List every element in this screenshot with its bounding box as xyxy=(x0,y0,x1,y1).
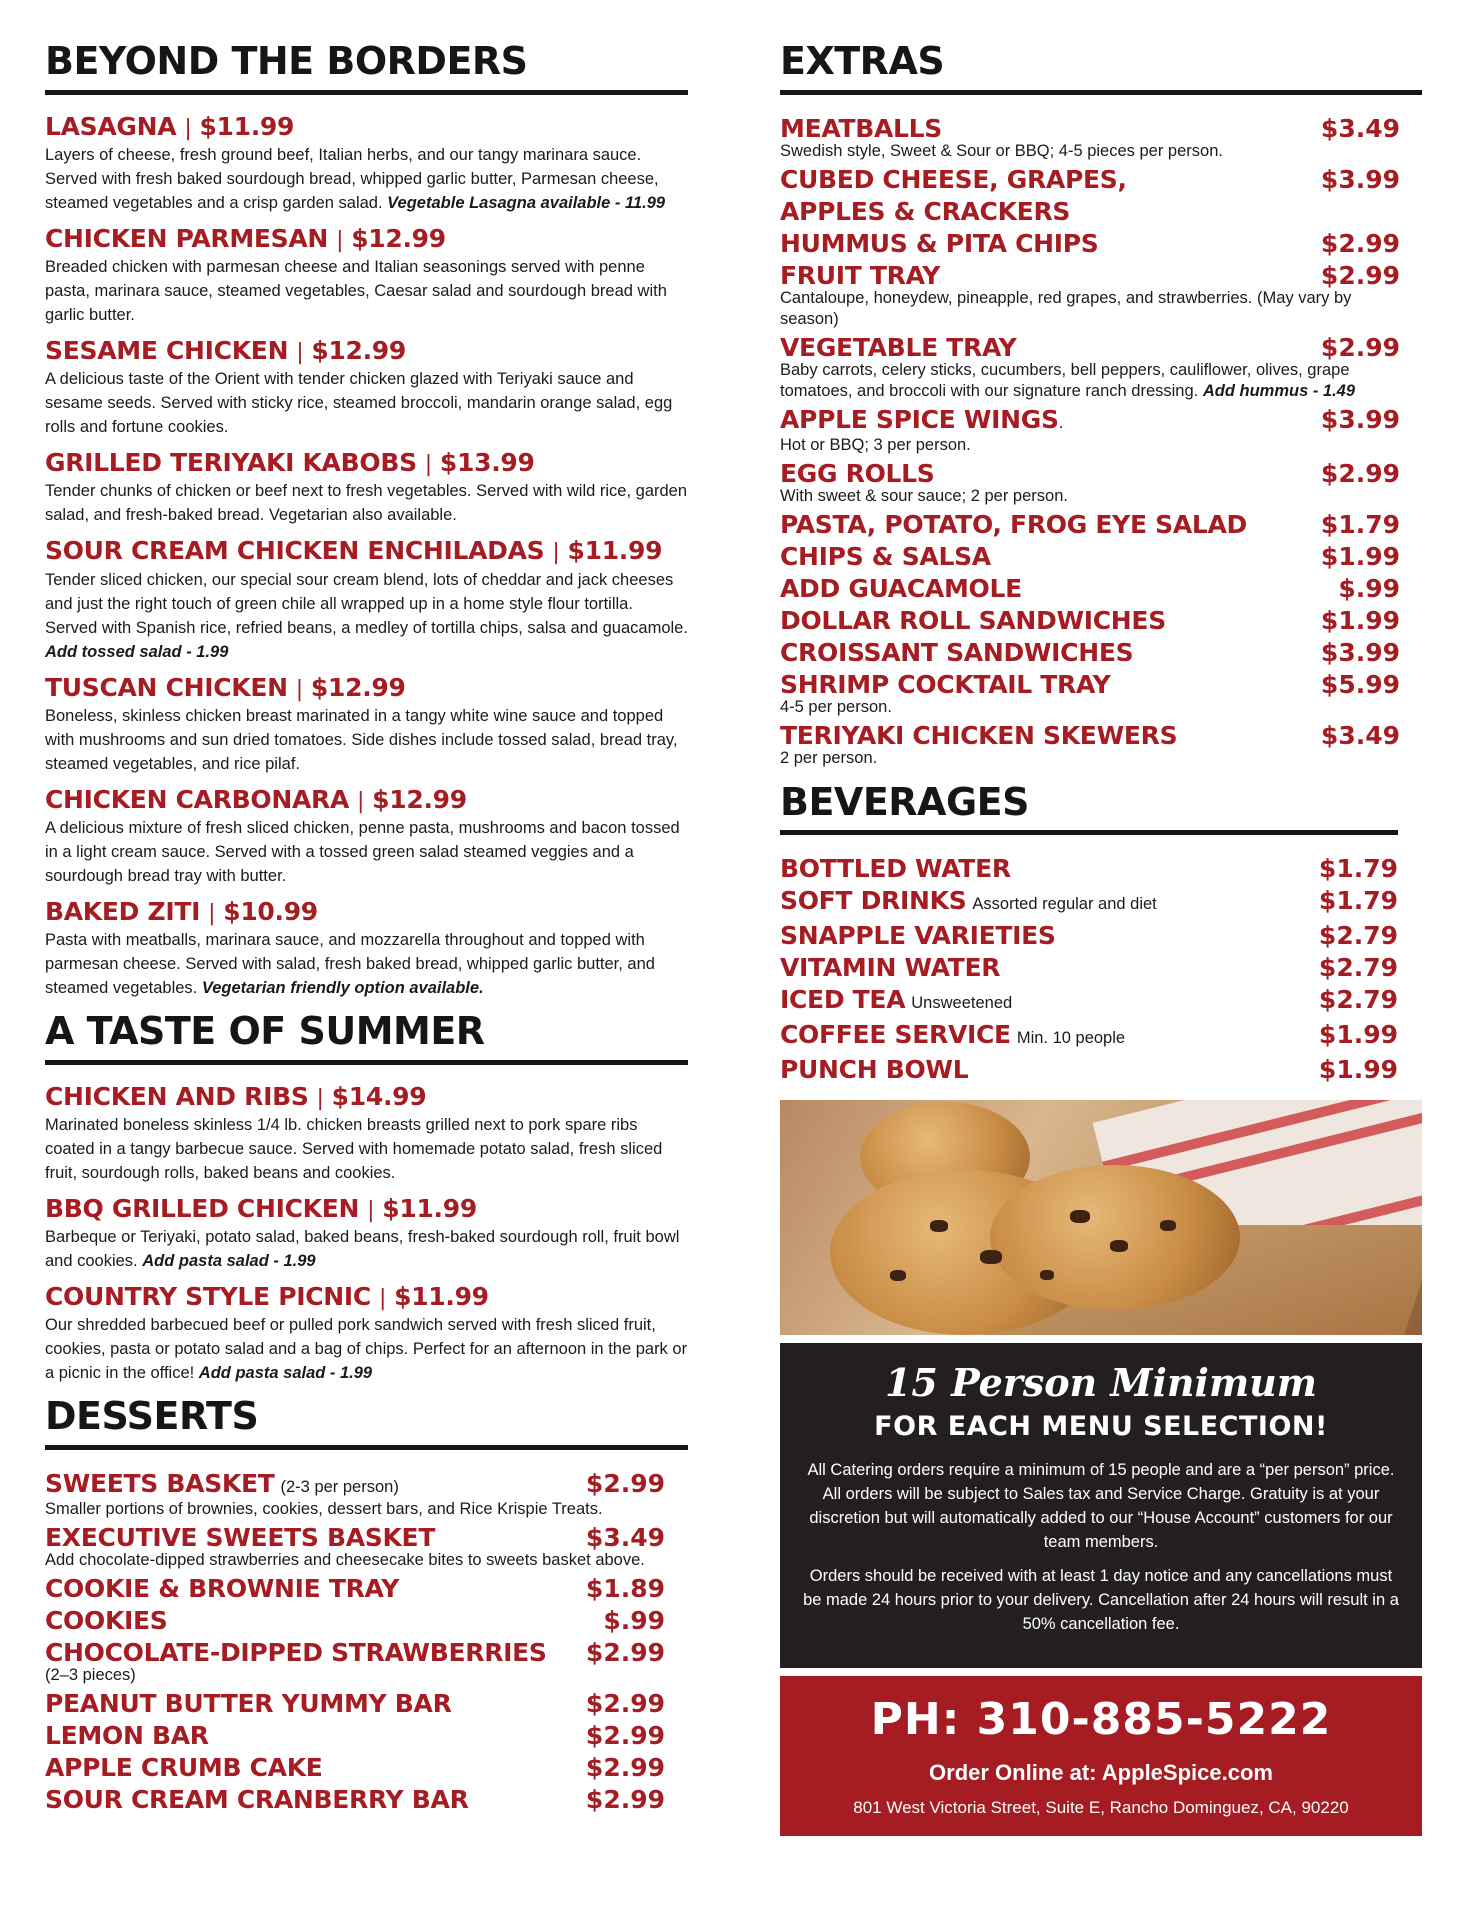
description-text: A delicious mixture of fresh sliced chicken, penne pasta, mushrooms and bacon tossed in a light cream sauce. Served with a tossed green salad steamed veggies and a sourdough bread tray with butter. xyxy=(45,819,680,885)
menu-row-name xyxy=(780,113,942,145)
menu-row-name xyxy=(780,332,1016,364)
menu-row-detail xyxy=(780,141,1400,162)
description-text: Barbeque or Teriyaki, potato salad, baked beans, fresh-baked sourdough roll, fruit bowl and cookies. xyxy=(45,1228,680,1271)
menu-row-label: MEATBALLS xyxy=(780,113,942,143)
menu-row-name xyxy=(780,885,1157,920)
menu-item-heading xyxy=(45,1195,688,1223)
menu-row-price: $3.99 xyxy=(1320,404,1400,434)
menu-row-price: $2.99 xyxy=(1320,458,1400,488)
menu-row-price: $1.79 xyxy=(1318,886,1398,916)
menu-item xyxy=(45,674,688,776)
beyond-list xyxy=(45,113,688,1001)
menu-row xyxy=(780,1054,1398,1086)
section-title-summer: A TASTE OF SUMMER xyxy=(45,1010,688,1065)
separator: | xyxy=(184,115,192,141)
section-title-beverages: BEVERAGES xyxy=(780,781,1398,836)
detail-text: With sweet & sour sauce; 2 per person. xyxy=(780,486,1068,505)
menu-row-name xyxy=(780,228,1098,260)
beverages-list xyxy=(780,853,1398,1086)
description-text: Layers of cheese, fresh ground beef, Italian herbs, and our tangy marinara sauce. Served with fresh baked sourdough bread, whipped garlic butter, Parmesan cheese, steamed vegetables and a crisp garden salad. xyxy=(45,145,659,212)
menu-item-description xyxy=(45,143,688,215)
menu-row-name xyxy=(780,853,1011,885)
menu-row-label: CHIPS & SALSA xyxy=(780,541,991,571)
menu-row-detail xyxy=(45,1499,688,1520)
menu-row-label: SHRIMP COCKTAIL TRAY xyxy=(780,669,1111,699)
menu-row-label: BOTTLED WATER xyxy=(780,854,1011,884)
menu-item xyxy=(45,449,688,527)
menu-row-inline-note: Assorted regular and diet xyxy=(972,895,1157,914)
desserts-list xyxy=(45,1468,688,1816)
menu-item-price: $11.99 xyxy=(382,1194,477,1224)
menu-row-label: CROISSANT SANDWICHES xyxy=(780,637,1134,667)
menu-row xyxy=(45,1573,665,1605)
menu-row-label: SOFT DRINKS xyxy=(780,886,967,916)
menu-row-label: VITAMIN WATER xyxy=(780,953,1001,983)
menu-row-price: $2.99 xyxy=(585,1689,665,1719)
menu-row-detail xyxy=(780,360,1400,402)
menu-row-name xyxy=(780,164,1240,228)
extras-list xyxy=(780,113,1422,769)
info-paragraph-1: All Catering orders require a minimum of 15 people and are a “per person” price. All orders will be subject to Sales tax and Service Charge. Gratuity is at your discretion but will automatically added to our “House Account” customers for our team members. xyxy=(807,1461,1395,1552)
menu-row-inline-note: Unsweetened xyxy=(911,994,1013,1013)
menu-row-name xyxy=(780,720,1177,752)
menu-item-heading xyxy=(45,537,688,565)
menu-item-name: GRILLED TERIYAKI KABOBS xyxy=(45,448,417,478)
menu-row-label: LEMON BAR xyxy=(45,1721,209,1751)
menu-item xyxy=(45,337,688,439)
menu-row-inline-note: (2-3 per person) xyxy=(280,1478,399,1497)
separator: | xyxy=(378,1286,387,1312)
menu-row xyxy=(780,541,1400,573)
menu-item-price: $11.99 xyxy=(567,536,663,566)
menu-row xyxy=(45,1752,665,1784)
menu-row-name xyxy=(780,458,935,490)
menu-row xyxy=(45,1605,665,1637)
detail-text: Cantaloupe, honeydew, pineapple, red grapes, and strawberries. (May vary by season) xyxy=(780,288,1352,328)
menu-item-description xyxy=(45,255,688,327)
menu-row-label: ADD GUACAMOLE xyxy=(780,573,1022,603)
menu-row-price: $.99 xyxy=(1338,573,1400,603)
menu-item-heading xyxy=(45,898,688,926)
description-text: Pasta with meatballs, marinara sauce, and mozzarella throughout and topped with parmesan cheese. Served with salad, fresh baked bread, whipped garlic butter, and steamed vegetables. xyxy=(45,931,655,998)
menu-item-heading xyxy=(45,113,688,141)
menu-row-price: $3.49 xyxy=(1320,113,1400,143)
cookie-right xyxy=(990,1165,1240,1310)
separator: | xyxy=(357,788,365,814)
menu-row-price: $1.89 xyxy=(585,1574,665,1604)
menu-row xyxy=(45,1784,665,1816)
menu-row-price: $2.79 xyxy=(1318,953,1398,983)
menu-row-name xyxy=(780,920,1056,952)
menu-row-name xyxy=(780,573,1022,605)
menu-row-price: $2.99 xyxy=(585,1721,665,1751)
phone-number[interactable]: PH: 310-885-5222 xyxy=(870,1694,1332,1746)
description-note: Vegetarian friendly option available. xyxy=(201,979,484,998)
menu-item-price: $11.99 xyxy=(394,1282,489,1312)
menu-item-description xyxy=(45,928,688,1000)
menu-row xyxy=(45,1720,665,1752)
detail-text: Add chocolate-dipped strawberries and cheesecake bites to sweets basket above. xyxy=(45,1551,645,1570)
menu-row-name xyxy=(780,984,1012,1019)
menu-row-label: CHOCOLATE-DIPPED STRAWBERRIES xyxy=(45,1638,547,1668)
menu-row xyxy=(780,228,1400,260)
menu-item-name: CHICKEN CARBONARA xyxy=(45,784,350,814)
menu-item-price: $12.99 xyxy=(372,784,467,814)
menu-row-price: $3.99 xyxy=(1320,637,1400,667)
description-note: Add tossed salad - 1.99 xyxy=(45,642,229,661)
section-title-extras: EXTRAS xyxy=(780,40,1422,95)
menu-row-label: EXECUTIVE SWEETS BASKET xyxy=(45,1523,436,1553)
menu-item-description xyxy=(45,479,688,527)
menu-item xyxy=(45,1283,688,1385)
menu-item xyxy=(45,898,688,1000)
menu-item-name: SOUR CREAM CHICKEN ENCHILADAS xyxy=(45,536,545,566)
menu-row-name xyxy=(45,1468,399,1503)
menu-row xyxy=(780,509,1400,541)
menu-item-description xyxy=(45,816,688,888)
menu-row-label: EGG ROLLS xyxy=(780,458,935,488)
menu-row-price: $2.99 xyxy=(1320,332,1400,362)
menu-item-price: $13.99 xyxy=(439,448,535,478)
menu-row-price: $2.99 xyxy=(585,1753,665,1783)
description-text: Breaded chicken with parmesan cheese and Italian seasonings served with penne pasta, marinara sauce, steamed vegetables, Caesar salad and sourdough bread with garlic butter. xyxy=(45,258,667,325)
menu-row-label: ICED TEA xyxy=(780,985,906,1015)
info-paragraph-2: Orders should be received with at least 1 day notice and any cancellations must be made 24 hours prior to your delivery. Cancellation after 24 hours will result in a 50% cancellation fee. xyxy=(803,1567,1399,1634)
menu-row-price: $3.49 xyxy=(585,1523,665,1553)
separator: | xyxy=(424,452,432,478)
menu-row-inline-note: . xyxy=(1058,413,1064,432)
menu-item-heading xyxy=(45,337,688,365)
menu-row-inline-note: Min. 10 people xyxy=(1016,1029,1126,1048)
menu-row xyxy=(780,1019,1398,1054)
detail-text: Hot or BBQ; 3 per person. xyxy=(780,435,971,454)
minimum-subheading: FOR EACH MENU SELECTION! xyxy=(874,1411,1328,1443)
menu-row xyxy=(45,1688,665,1720)
menu-row-label: SOUR CREAM CRANBERRY BAR xyxy=(45,1785,469,1815)
menu-row-price: $1.99 xyxy=(1320,605,1400,635)
menu-row-label: FRUIT TRAY xyxy=(780,260,941,290)
menu-row-label: SWEETS BASKET xyxy=(45,1469,275,1499)
cookies-photo xyxy=(780,1100,1422,1335)
menu-item-name: LASAGNA xyxy=(45,111,177,141)
menu-row-label: HUMMUS & PITA CHIPS xyxy=(780,228,1099,258)
menu-row-detail xyxy=(45,1550,688,1571)
menu-row-price: $2.99 xyxy=(585,1638,665,1668)
menu-item xyxy=(45,225,688,327)
menu-row-price: $2.79 xyxy=(1318,921,1398,951)
menu-item-price: $10.99 xyxy=(223,897,318,926)
separator: | xyxy=(208,901,216,926)
detail-text: 2 per person. xyxy=(780,748,878,767)
detail-text: Swedish style, Sweet & Sour or BBQ; 4-5 pieces per person. xyxy=(780,141,1223,160)
separator: | xyxy=(367,1198,375,1224)
menu-row-label: PASTA, POTATO, FROG EYE SALAD xyxy=(780,509,1248,539)
description-text: Tender sliced chicken, our special sour cream blend, lots of cheddar and jack cheeses and just the right touch of green chile all wrapped up in a home style flour tortilla. Served with Spanish rice, refried beans, a medley of tortilla chips, salsa and guacamole. xyxy=(45,570,688,637)
menu-item-price: $12.99 xyxy=(311,336,407,366)
description-note: Vegetable Lasagna available - 11.99 xyxy=(387,193,666,212)
menu-row-name xyxy=(45,1605,168,1637)
menu-row-price: $2.99 xyxy=(585,1785,665,1815)
menu-row-name xyxy=(45,1720,209,1752)
menu-row xyxy=(780,853,1398,885)
menu-row-name xyxy=(780,669,1110,701)
menu-row-name xyxy=(780,1019,1125,1054)
menu-item-description xyxy=(45,1225,688,1273)
menu-row-name xyxy=(780,952,1000,984)
menu-row xyxy=(780,573,1400,605)
menu-item xyxy=(45,786,688,888)
description-text: Tender chunks of chicken or beef next to fresh vegetables. Served with wild rice, garden salad, and fresh-baked bread. Vegetarian also available. xyxy=(45,482,688,525)
menu-row-price: $.99 xyxy=(603,1606,665,1636)
description-text: Our shredded barbecued beef or pulled pork sandwich served with fresh sliced fruit, cookies, pasta or potato salad and a bag of chips. Perfect for an afternoon in the park or a picnic in the office! xyxy=(45,1316,688,1383)
menu-item-name: TUSCAN CHICKEN xyxy=(45,672,288,702)
menu-item-description xyxy=(45,704,688,776)
menu-row-price: $2.99 xyxy=(1320,260,1400,290)
menu-row xyxy=(45,1468,665,1503)
menu-row-name xyxy=(780,637,1133,669)
menu-row-detail xyxy=(780,288,1400,330)
menu-row-label: APPLE SPICE WINGS xyxy=(780,404,1059,434)
menu-row-price: $2.99 xyxy=(1320,228,1400,258)
menu-item-name: CHICKEN PARMESAN xyxy=(45,223,329,253)
menu-item-price: $12.99 xyxy=(310,672,406,702)
summer-list xyxy=(45,1083,688,1386)
description-note: Add pasta salad - 1.99 xyxy=(142,1252,316,1271)
detail-text: Baby carrots, celery sticks, cucumbers, bell peppers, cauliflower, olives, grape tomatoes, and broccoli with our signature ranch dressing. xyxy=(780,360,1350,400)
menu-row-name xyxy=(780,404,1063,439)
menu-row xyxy=(780,952,1398,984)
menu-row-name xyxy=(780,605,1166,637)
detail-text: Smaller portions of brownies, cookies, dessert bars, and Rice Krispie Treats. xyxy=(45,1500,603,1519)
menu-item-heading xyxy=(45,786,688,814)
menu-row-name xyxy=(45,1752,323,1784)
menu-item-heading xyxy=(45,449,688,477)
menu-row-label: DOLLAR ROLL SANDWICHES xyxy=(780,605,1166,635)
menu-row-name xyxy=(780,541,991,573)
menu-row-price: $3.99 xyxy=(1320,164,1400,194)
menu-item-name: BAKED ZITI xyxy=(45,897,201,926)
menu-row-label: COOKIE & BROWNIE TRAY xyxy=(45,1574,400,1604)
menu-row xyxy=(780,605,1400,637)
menu-item-description xyxy=(45,1313,688,1385)
menu-row-label: TERIYAKI CHICKEN SKEWERS xyxy=(780,720,1178,750)
menu-row xyxy=(780,404,1400,439)
menu-row-price: $5.99 xyxy=(1320,669,1400,699)
menu-item-description xyxy=(45,1113,688,1185)
minimum-script-heading: 15 Person Minimum xyxy=(884,1360,1318,1406)
menu-row-name xyxy=(45,1573,399,1605)
menu-item-description xyxy=(45,568,688,664)
left-column xyxy=(45,40,688,1816)
menu-row-label: PEANUT BUTTER YUMMY BAR xyxy=(45,1689,452,1719)
menu-row-label: COFFEE SERVICE xyxy=(780,1020,1011,1050)
description-note: Add pasta salad - 1.99 xyxy=(198,1364,373,1383)
menu-item xyxy=(45,113,688,215)
minimum-info-box xyxy=(780,1343,1422,1668)
menu-row xyxy=(780,885,1398,920)
menu-row xyxy=(780,637,1400,669)
separator: | xyxy=(316,1085,324,1111)
detail-text: (2–3 pieces) xyxy=(45,1666,136,1685)
menu-item-heading xyxy=(45,1083,688,1111)
address: 801 West Victoria Street, Suite E, Rancho Dominguez, CA, 90220 xyxy=(853,1798,1349,1818)
separator: | xyxy=(296,340,304,366)
menu-row xyxy=(780,164,1400,228)
menu-row-label: COOKIES xyxy=(45,1606,168,1636)
menu-row-detail xyxy=(780,486,1400,507)
detail-note: Add hummus - 1.49 xyxy=(1202,381,1356,400)
right-column xyxy=(780,40,1422,1836)
menu-item-heading xyxy=(45,1283,688,1311)
menu-row xyxy=(780,920,1398,952)
menu-row-label: PUNCH BOWL xyxy=(780,1055,969,1085)
description-text: A delicious taste of the Orient with tender chicken glazed with Teriyaki sauce and sesame seeds. Served with sticky rice, steamed broccoli, mandarin orange salad, egg rolls and fortune cookies. xyxy=(45,370,673,437)
menu-item-description xyxy=(45,367,688,439)
separator: | xyxy=(552,540,560,566)
description-text: Marinated boneless skinless 1/4 lb. chicken breasts grilled next to pork spare ribs coated in a tangy barbecue sauce. Served with homemade potato salad, fresh sliced fruit, sourdough rolls, baked beans and cookies. xyxy=(45,1116,663,1183)
menu-item-name: SESAME CHICKEN xyxy=(45,336,289,366)
menu-item-price: $12.99 xyxy=(351,223,446,253)
menu-row-name xyxy=(780,509,1247,541)
separator: | xyxy=(336,227,344,253)
menu-item xyxy=(45,1083,688,1185)
menu-row-label: SNAPPLE VARIETIES xyxy=(780,921,1056,951)
section-title-beyond: BEYOND THE BORDERS xyxy=(45,40,688,95)
section-title-desserts: DESSERTS xyxy=(45,1395,688,1450)
menu-row-name xyxy=(780,260,940,292)
menu-item-name: CHICKEN AND RIBS xyxy=(45,1081,309,1111)
menu-row-price: $2.79 xyxy=(1318,985,1398,1015)
menu-row-price: $1.99 xyxy=(1318,1020,1398,1050)
menu-item xyxy=(45,537,688,663)
menu-row-label: APPLE CRUMB CAKE xyxy=(45,1753,323,1783)
menu-row xyxy=(780,984,1398,1019)
separator: | xyxy=(295,676,303,702)
menu-item-name: BBQ GRILLED CHICKEN xyxy=(45,1194,360,1224)
menu-item-heading xyxy=(45,225,688,253)
menu-item xyxy=(45,1195,688,1273)
menu-row-price: $3.49 xyxy=(1320,720,1400,750)
menu-item-name: COUNTRY STYLE PICNIC xyxy=(45,1282,371,1312)
menu-row-name xyxy=(780,1054,968,1086)
menu-row-label: VEGETABLE TRAY xyxy=(780,332,1017,362)
menu-row-name xyxy=(45,1784,469,1816)
menu-item-price: $14.99 xyxy=(331,1081,427,1111)
menu-row-name xyxy=(45,1688,452,1720)
menu-row-price: $2.99 xyxy=(585,1469,665,1499)
detail-text: 4-5 per person. xyxy=(780,697,892,716)
menu-row-detail xyxy=(780,435,1400,456)
menu-row-price: $1.99 xyxy=(1320,541,1400,571)
description-text: Boneless, skinless chicken breast marinated in a tangy white wine sauce and topped with mushrooms and sun dried tomatoes. Side dishes include tossed salad, bread tray, steamed vegetables, and rice pilaf. xyxy=(45,706,678,773)
menu-item-heading xyxy=(45,674,688,702)
menu-row-price: $1.79 xyxy=(1320,509,1400,539)
order-online-link[interactable]: Order Online at: AppleSpice.com xyxy=(929,1760,1273,1786)
menu-row-price: $1.99 xyxy=(1318,1055,1398,1085)
contact-box xyxy=(780,1676,1422,1836)
menu-row-price: $1.79 xyxy=(1318,854,1398,884)
menu-item-price: $11.99 xyxy=(199,111,295,141)
menu-row-label: CUBED CHEESE, GRAPES, APPLES & CRACKERS xyxy=(780,164,1127,226)
